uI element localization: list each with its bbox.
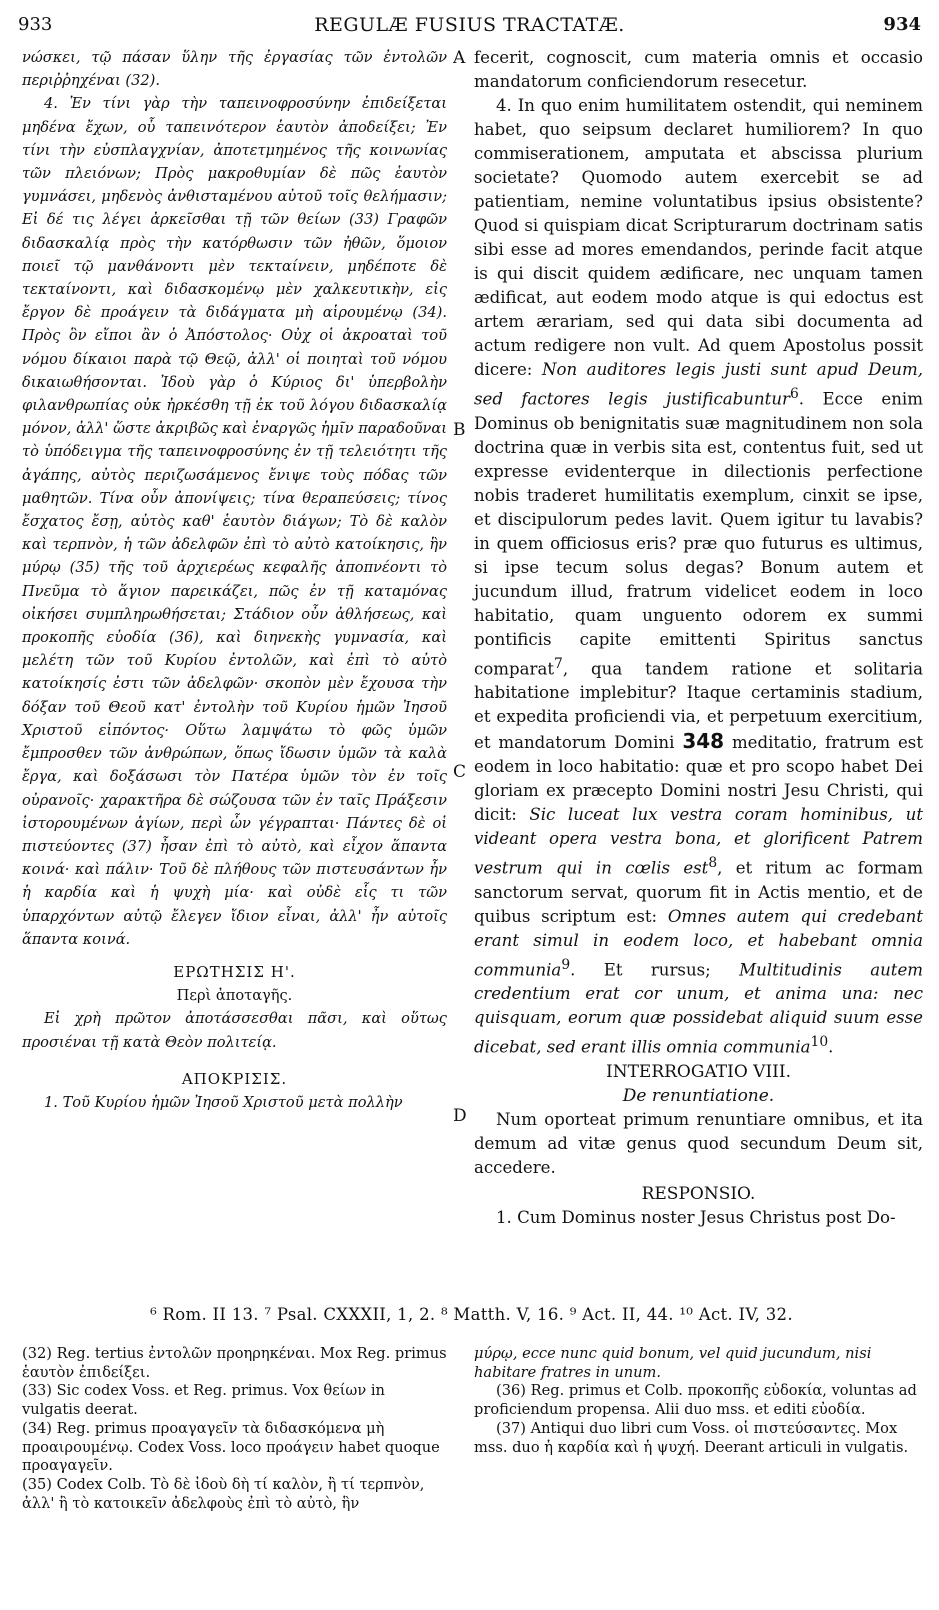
running-header xyxy=(18,8,921,38)
footnote-34: (34) Reg. primus προαγαγεῖν τὰ διδασκόμενα μὴ προαιρουμένῳ. Codex Voss. loco προάγειν habet quoque προαγαγεῖν. xyxy=(22,1419,440,1475)
footnotes-right xyxy=(474,1345,923,1457)
latin-paragraph-2: 4. In quo enim humilitatem ostendit, qui neminem habet, quo seipsum declaret humiliorem? In quo commiserationem, amputata et abscissa plurium societate? Quomodo autem exercebit se ad patientiam, nemine voluntatibus ipsius obsistente? Quod si quispiam dicat Scripturarum doctrinam satis sibi esse ad mores emendandos, perinde facit atque is qui discit quidem ædificare, nec unquam tamen ædificat, aut eodem modo atque is qui edoctus est artem ærariam, sed qui data sibi documenta ad actum redigere non vult. Ad quem Apostolus possit dicere: Non auditores legis justi sunt apud Deum, sed factores legis justificabuntur$^6$. Ecce enim Dominus ob benignitatis suæ magnitudinem non sola doctrina quæ in verbis sita est, contentus fuit, sed ut expresse evidenterque in dilectionis perfectione nobis traderet humilitatis exemplum, cinxit se ipse, et discipulorum pedes lavit. Quem igitur tu lavabis? in quem officiosus eris? præ quo futurus es ultimus, si ipse tecum solus degas? Bonum autem et jucundum illud, fratrum videlicet eodem in loco habitatio, quam unguento odorem ex summi pontificis capite emittenti Spiritus sanctus comparat$^7$, qua tandem ratione et solitaria habitatione implebitur? Itaque certaminis stadium, et expedita proficiendi via, et perpetuum exercitium, et mandatorum Domini 348 meditatio, fratrum est eodem in loco habitatio: quæ et pro scopo habet Dei gloriam ex præcepto Domini nostri Jesu Christi, qui dicit: Sic luceat lux vestra coram hominibus, ut videant opera vestra bona, et glorificent Patrem vestrum qui in cœlis est$^8$, et ritum ac formam sanctorum servat, quorum fit in Actis mentio, et de quibus scriptum est: Omnes autem qui credebant erant simul in eodem loco, et habebant omnia communia$^9$. Et rursus; Multitudinis autem credentium erat cor unum, et anima una: nec quisquam, eorum quæ possidebat aliquid suum esse dicebat, sed erant illis omnia communia$^{10}$. xyxy=(474,96,923,1057)
latin-heading-subject: De renuntiatione. xyxy=(622,1085,775,1106)
margin-letter-d: D xyxy=(453,1106,467,1126)
footnote-35-continued: μύρῳ, ecce nunc quid bonum, vel quid jucundum, nisi habitare fratres in unum. xyxy=(474,1345,872,1381)
ref-mark-7: 7 xyxy=(554,655,563,672)
greek-column xyxy=(22,46,447,1114)
latin-answer-start: 1. Cum Dominus noster Jesus Christus post Do- xyxy=(496,1207,896,1227)
greek-heading-subject: Περὶ ἀποταγῆς. xyxy=(176,987,293,1005)
latin-question-text: Num oporteat primum renuntiare omnibus, et ita demum ad vitæ genus quod secundum Deum sit, accedere. xyxy=(474,1109,923,1177)
margin-letter-b: B xyxy=(453,420,466,440)
margin-letter-a: A xyxy=(453,48,466,68)
greek-question-text: Εἰ χρὴ πρῶτον ἀποτάσσεσθαι πᾶσι, καὶ οὕτως προσιέναι τῇ κατὰ Θεὸν πολιτείᾳ. xyxy=(22,1010,447,1051)
greek-answer-start: 1. Τοῦ Κυρίου ἡμῶν Ἰησοῦ Χριστοῦ μετὰ πολλὴν xyxy=(44,1093,403,1111)
latin-quote-romans: Non auditores legis justi sunt apud Deum, sed factores legis justificabuntur xyxy=(474,360,923,409)
greek-paragraph-1: νώσκει, τῷ πάσαν ὕλην τῆς ἐργασίας τῶν ἐντολῶν περιῤῥηχέναι (32). xyxy=(22,49,447,90)
latin-heading-question: INTERROGATIO VIII. xyxy=(605,1061,792,1082)
greek-heading-answer: ΑΠΟΚΡΙΣΙΣ. xyxy=(181,1069,288,1088)
column-number-348: 348 xyxy=(682,729,725,754)
latin-quote-matthew: Sic luceat lux vestra coram hominibus, ut videant opera vestra bona, et glorificent Patrem vestrum qui in cœlis est xyxy=(474,805,923,878)
page-number-right: 934 xyxy=(883,14,921,35)
footnotes-left xyxy=(22,1345,447,1513)
latin-quote-acts-4: Multitudinis autem credentium erat cor unum, et anima una: nec quisquam, eorum quæ possidebat aliquid suum esse dicebat, sed erant illis omnia communia xyxy=(474,960,923,1057)
ref-mark-10: 10 xyxy=(810,1034,829,1051)
latin-paragraph-1: fecerit, cognoscit, cum materia omnis et occasio mandatorum conficiendorum resecetur. xyxy=(474,48,923,91)
ref-mark-8: 8 xyxy=(708,855,718,872)
ref-mark-9: 9 xyxy=(561,956,571,973)
page-number-left: 933 xyxy=(18,14,53,35)
margin-letter-c: C xyxy=(453,762,467,782)
greek-heading-question: ΕΡΩΤΗΣΙΣ Η'. xyxy=(173,962,296,981)
footnote-32: (32) Reg. tertius ἐντολῶν προηρηκέναι. Mox Reg. primus ἑαυτὸν ἐπιδείξει. xyxy=(22,1345,447,1381)
ref-mark-6: 6 xyxy=(789,386,799,402)
footnote-35: (35) Codex Colb. Τὸ δὲ ἰδοὺ δὴ τί καλὸν, ἢ τί τερπνὸν, ἀλλ' ἢ τὸ κατοικεῖν ἀδελφοὺς ἐπὶ τὸ αὐτὸ, ἣν xyxy=(22,1475,425,1512)
latin-heading-answer: RESPONSIO. xyxy=(641,1183,756,1204)
footnote-37: (37) Antiqui duo libri cum Voss. οἱ πιστεύσαντες. Mox mss. duo ἡ καρδία καὶ ἡ ψυχή. Deerant articuli in vulgatis. xyxy=(474,1419,909,1456)
footnote-36: (36) Reg. primus et Colb. προκοπῆς εὐδοκία, voluntas ad proficiendum propensa. Alii duo mss. et editi εὐοδία. xyxy=(474,1382,917,1419)
scripture-references: ⁶ Rom. II 13. ⁷ Psal. CXXXII, 1, 2. ⁸ Matth. V, 16. ⁹ Act. II, 44. ¹⁰ Act. IV, 32. xyxy=(150,1305,793,1324)
latin-column xyxy=(474,46,923,1230)
footnote-33: (33) Sic codex Voss. et Reg. primus. Vox θείων in vulgatis deerat. xyxy=(22,1382,385,1419)
greek-paragraph-2: 4. Ἐν τίνι γὰρ τὴν ταπεινοφροσύνην ἐπιδείξεται μηδένα ἔχων, οὗ ταπεινότερον ἑαυτὸν ἀποδείξει; Ἐν τίνι τὴν εὐσπλαγχνίαν, ἀποτετμημένος τῆς κοινωνίας τῶν πλειόνων; Πρὸς μακροθυμίαν δὲ πῶς ἑαυτὸν γυμνάσει, μηδενὸς ἀνθισταμένου αὐτοῦ τοῖς θελήμασιν; Εἰ δέ τις λέγει ἀρκεῖσθαι τῇ τῶν θείων (33) Γραφῶν διδασκαλίᾳ πρὸς τὴν κατόρθωσιν τῶν ἠθῶν, ὅμοιον ποιεῖ τῷ μανθάνοντι μὲν τεκταίνειν, μηδέποτε δὲ τεκταίνοντι, καὶ διδασκομένῳ μὲν χαλκευτικὴν, εἰς ἔργον δὲ προάγειν τὰ διδάγματα μὴ αἱρουμένῳ (34). Πρὸς ὃν εἴποι ἂν ὁ Ἀπόστολος· Οὐχ οἱ ἀκροαταὶ τοῦ νόμου δίκαιοι παρὰ τῷ Θεῷ, ἀλλ' οἱ ποιηταὶ τοῦ νόμου δικαιωθήσονται. Ἰδοὺ γὰρ ὁ Κύριος δι' ὑπερβολὴν φιλανθρωπίας οὐκ ἠρκέσθη τῇ ἐκ τοῦ λόγου διδασκαλίᾳ μόνον, ἀλλ' ὥστε ἀκριβῶς καὶ ἐναργῶς ἡμῖν παραδοῦναι τὸ ὑπόδειγμα τῆς ταπεινοφροσύνης ἐν τῇ τελειότητι τῆς ἀγάπης, αὐτὸς περιζωσάμενος ἔνιψε τοὺς πόδας τῶν μαθητῶν. Τίνα οὖν ἀπονίψεις; τίνα θεραπεύσεις; τίνος ἔσχατος ἔσῃ, αὐτὸς καθ' ἑαυτὸν διάγων; Τὸ δὲ καλὸν καὶ τερπνὸν, ἡ τῶν ἀδελφῶν ἐπὶ τὸ αὐτὸ κατοίκησις, ἣν μύρῳ (35) τῆς τοῦ ἀρχιερέως κεφαλῆς ἀποπνέοντι τὸ Πνεῦμα τὸ ἅγιον παρεικάζει, πῶς ἐν τῇ καταμόνας οἰκήσει συμπληρωθήσεται; Στάδιον οὖν ἀθλήσεως, καὶ προκοπῆς εὐοδία (36), καὶ διηνεκὴς γυμνασία, καὶ μελέτη τῶν τοῦ Κυρίου ἐντολῶν, καὶ ἐπὶ τὸ αὐτὸ κατοίκησίς ἐστι τῶν ἀδελφῶν· σκοπὸν μὲν ἔχουσα τὴν δόξαν τοῦ Θεοῦ κατ' ἐντολὴν τοῦ Κυρίου ἡμῶν Ἰησοῦ Χριστοῦ εἰπόντος· Οὕτω λαμψάτω τὸ φῶς ὑμῶν ἔμπροσθεν τῶν ἀνθρώπων, ὅπως ἴδωσιν ὑμῶν τὰ καλὰ ἔργα, καὶ δοξάσωσι τὸν Πατέρα ὑμῶν τὸν ἐν τοῖς οὐρανοῖς· χαρακτῆρα δὲ σώζουσα τῶν ἐν ταῖς Πράξεσιν ἱστορουμένων ἁγίων, περὶ ὧν γέγραπται· Πάντες δὲ οἱ πιστεύοντες (37) ἦσαν ἐπὶ τὸ αὐτὸ, καὶ εἶχον ἅπαντα κοινά· καὶ πάλιν· Τοῦ δὲ πλήθους τῶν πιστευσάντων ἦν ἡ καρδία καὶ ἡ ψυχὴ μία· καὶ οὐδὲ εἷς τι τῶν ὑπαρχόντων αὐτῷ ἔλεγεν ἴδιον εἶναι, ἀλλ' ἦν αὐτοῖς ἅπαντα κοινά. xyxy=(22,95,447,948)
running-title: REGULÆ FUSIUS TRACTATÆ. xyxy=(314,14,625,36)
latin-quote-acts-2: Omnes autem qui credebant erant simul in eodem loco, et habebant omnia communia xyxy=(474,906,923,980)
